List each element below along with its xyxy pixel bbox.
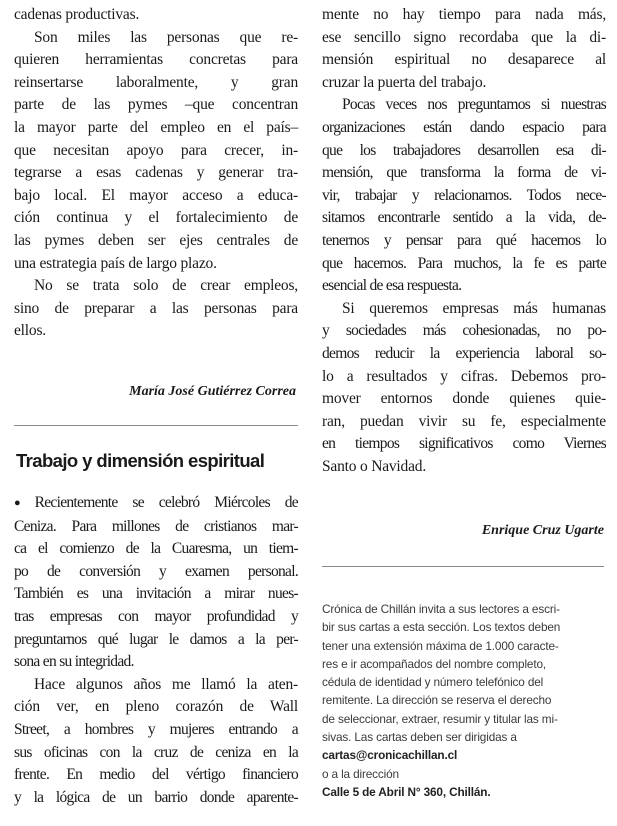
text-line: ● Recientemente se celebró Miércoles de: [14, 494, 298, 511]
text-line: Hace algunos años me llamó la aten-: [34, 675, 298, 693]
text-line: tegrarse a esas cadenas y generar tra-: [14, 164, 298, 182]
text-line: ca el comienzo de la Cuaresma, un tiem-: [14, 540, 298, 558]
text-line: organizaciones están dando espacio para: [322, 118, 606, 136]
text-line: reinsertarse laboralmente, y gran: [14, 73, 298, 91]
text-line: Ceniza. Para millones de cristianos mar-: [14, 517, 298, 535]
notice-line: remitente. La dirección se reserva el derecho: [322, 693, 552, 708]
text-line: ese sencillo signo recordaba que la di-: [322, 28, 606, 46]
text-line: sitamos encontrarle sentido a la vida, de-: [322, 209, 606, 227]
signature-article-1: María José Gutiérrez Correa: [129, 384, 296, 399]
text-line: mensión espiritual no desaparece al: [322, 51, 606, 69]
text-line: la mayor parte del empleo en el país–: [14, 118, 298, 136]
text-line: mensión, que transforma la forma de vi-: [322, 164, 606, 182]
notice-line: tener una extensión máxima de 1.000 caracte-: [322, 638, 559, 653]
text-line: Si queremos empresas más humanas: [342, 299, 606, 317]
text-line: mente no hay tiempo para nada más,: [322, 6, 606, 23]
text-line: sona en su integridad.: [14, 653, 134, 671]
text-line: sus oficinas con la cruz de ceniza en la: [14, 743, 298, 761]
text-line: tras empresas con mayor profundidad y: [14, 607, 298, 625]
divider: [322, 566, 604, 567]
text-line: mover entornos donde quienes quie-: [322, 390, 606, 408]
text-line: las pymes deben ser ejes centrales de: [14, 231, 298, 249]
notice-line: res e ir acompañados del nombre completo,: [322, 656, 547, 671]
text-line: que los trabajadores desarrollen esa di-: [322, 141, 606, 159]
text-line: preguntarnos qué lugar le damos a la per-: [14, 630, 298, 648]
text-line: lo a resultados y cifras. Debemos pro-: [322, 367, 606, 385]
text-line: Street, a hombres y mujeres entrando a: [14, 720, 298, 738]
notice-line: bir sus cartas a esta sección. Los textos deben: [322, 620, 561, 635]
divider: [14, 425, 298, 426]
text-line: ellos.: [14, 322, 46, 340]
notice-line: Crónica de Chillán invita a sus lectores a escri-: [322, 602, 560, 616]
article-2-body: [14, 492, 298, 809]
text-line: una estrategia país de largo plazo.: [14, 254, 217, 272]
text-line: demos reducir la experiencia laboral so-: [322, 344, 606, 362]
text-line: frente. En medio del vértigo financiero: [14, 766, 298, 784]
text-line: parte de las pymes –que concentran: [14, 96, 298, 114]
text-line: vir, trabajar y relacionarnos. Todos nece-: [322, 186, 606, 204]
text-line: También es una invitación a mirar nues-: [14, 585, 298, 603]
text-line: sino de preparar a las personas para: [14, 299, 298, 317]
text-line: ran, puedan vivir su fe, especialmente: [322, 412, 606, 430]
submission-notice: [322, 600, 606, 801]
text-line: esencial de esa respuesta.: [322, 277, 462, 295]
text-line: Santo o Navidad.: [322, 457, 426, 475]
article-2-continuation: [322, 4, 606, 478]
text-line: tenernos y pensar para qué hacemos lo: [322, 231, 606, 249]
article-2-headline: Trabajo y dimensión espiritual: [16, 450, 265, 471]
contact-address: Calle 5 de Abril N° 360, Chillán.: [322, 784, 491, 799]
text-line: po de conversión y examen personal.: [14, 562, 298, 580]
text-line: cruzar la puerta del trabajo.: [322, 73, 487, 91]
text-line: que hacemos. Para muchos, la fe es parte: [322, 254, 606, 272]
text-line: en tiempos significativos como Viernes: [322, 435, 606, 453]
text-line: bajo local. El mayor acceso a educa-: [14, 186, 298, 204]
article-1-body: [14, 4, 298, 343]
notice-line: sivas. Las cartas deben ser dirigidas a: [322, 730, 517, 745]
text-line: y sociedades más cohesionadas, no po-: [322, 322, 606, 340]
signature-article-2: Enrique Cruz Ugarte: [481, 523, 604, 538]
text-line: que necesitan apoyo para crecer, in-: [14, 141, 298, 159]
notice-line: de seleccionar, extraer, resumir y titular las mi-: [322, 711, 558, 726]
notice-line: o a la dirección: [322, 766, 399, 781]
text-line: No se trata solo de crear empleos,: [34, 277, 298, 295]
text-line: ción continua y el fortalecimiento de: [14, 209, 298, 227]
notice-line: cédula de identidad y número telefónico del: [322, 675, 544, 690]
text-line: cadenas productivas.: [14, 6, 140, 23]
text-line: ción ver, en pleno corazón de Wall: [14, 698, 298, 716]
text-line: y la lógica de un barrio donde aparente-: [14, 788, 298, 806]
text-line: quieren herramientas concretas para: [14, 51, 298, 69]
text-line: Pocas veces nos preguntamos si nuestras: [342, 96, 606, 114]
contact-email[interactable]: cartas@cronicachillan.cl: [322, 748, 458, 763]
text-line: Son miles las personas que re-: [34, 28, 298, 46]
bullet-icon: ●: [14, 497, 32, 509]
